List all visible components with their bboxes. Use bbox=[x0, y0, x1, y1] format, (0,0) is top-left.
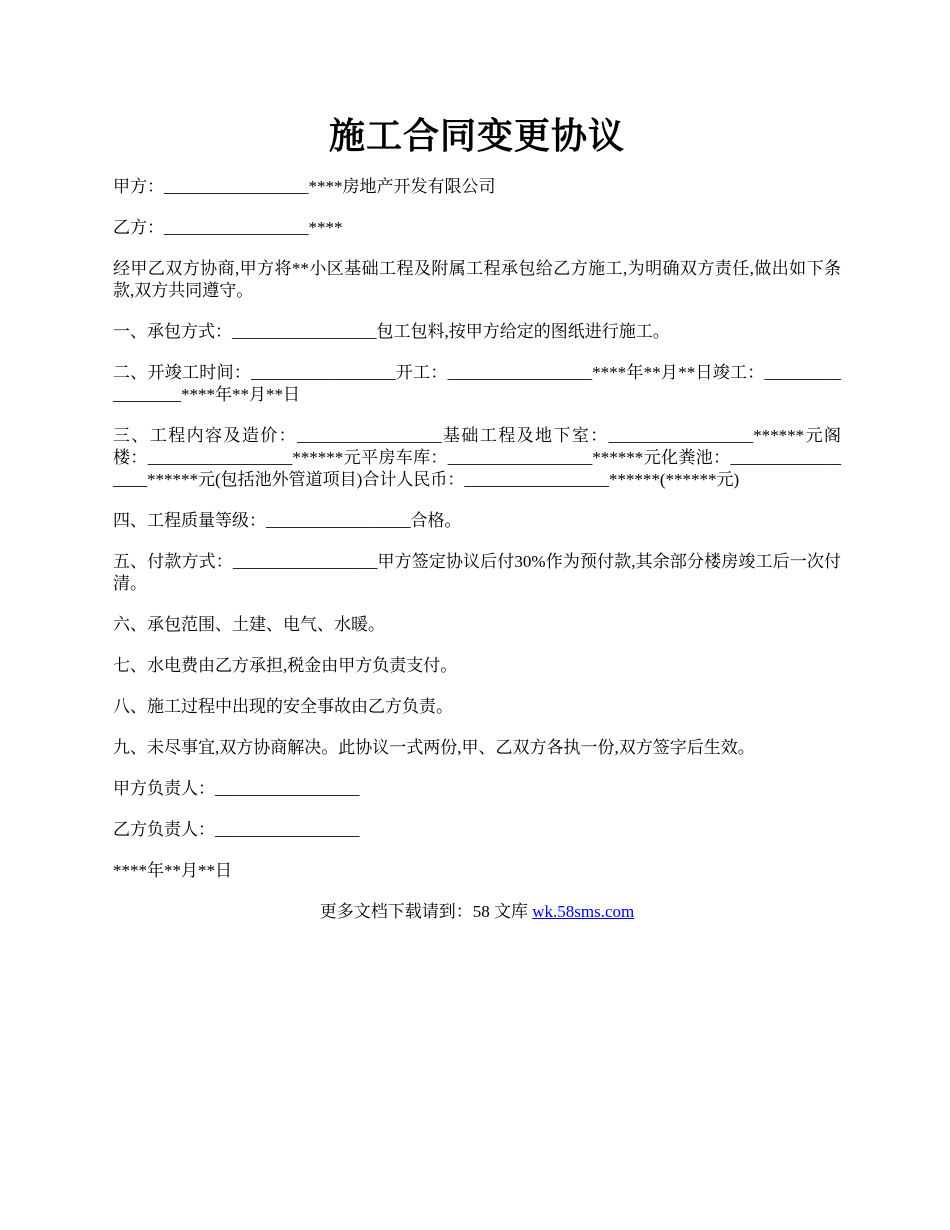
document-page bbox=[113, 108, 841, 923]
footer-link[interactable]: wk.58sms.com bbox=[532, 902, 635, 921]
clause-utilities: 七、水电费由乙方承担,税金由甲方负责支付。 bbox=[113, 656, 458, 675]
document-title: 施工合同变更协议 bbox=[328, 116, 625, 156]
clause-safety: 八、施工过程中出现的安全事故由乙方负责。 bbox=[113, 697, 453, 716]
clause-scope-cost: 三、工程内容及造价：_________________基础工程及地下室：_________________******元阁楼：_________________******元平房车库：_________________******元化粪池：_________________******元(包括池外管道项目)合计人民币：_________________******(******元) bbox=[113, 426, 841, 489]
footer-prefix: 更多文档下载请到：58 文库 bbox=[319, 902, 533, 921]
clause-payment: 五、付款方式：_________________甲方签定协议后付30%作为预付款,其余部分楼房竣工后一次付清。 bbox=[113, 552, 841, 593]
date-line: ****年**月**日 bbox=[113, 861, 232, 880]
clause-schedule: 二、开竣工时间：_________________开工：_________________****年**月**日竣工：_________________****年**月**日 bbox=[113, 363, 841, 404]
clause-contract-method: 一、承包方式：_________________包工包料,按甲方给定的图纸进行施工。 bbox=[113, 322, 670, 341]
signer-b-line: 乙方负责人：_________________ bbox=[113, 820, 360, 839]
clause-misc: 九、未尽事宜,双方协商解决。此协议一式两份,甲、乙双方各执一份,双方签字后生效。 bbox=[113, 738, 755, 757]
footer bbox=[113, 901, 841, 923]
intro-paragraph: 经甲乙双方协商,甲方将**小区基础工程及附属工程承包给乙方施工,为明确双方责任,做出如下条款,双方共同遵守。 bbox=[113, 259, 841, 300]
clause-quality: 四、工程质量等级：_________________合格。 bbox=[113, 511, 462, 530]
party-a-line: 甲方：_________________****房地产开发有限公司 bbox=[113, 177, 496, 196]
signer-a-line: 甲方负责人：_________________ bbox=[113, 779, 360, 798]
party-b-line: 乙方：_________________**** bbox=[113, 218, 343, 237]
clause-range: 六、承包范围、土建、电气、水暖。 bbox=[113, 615, 385, 634]
